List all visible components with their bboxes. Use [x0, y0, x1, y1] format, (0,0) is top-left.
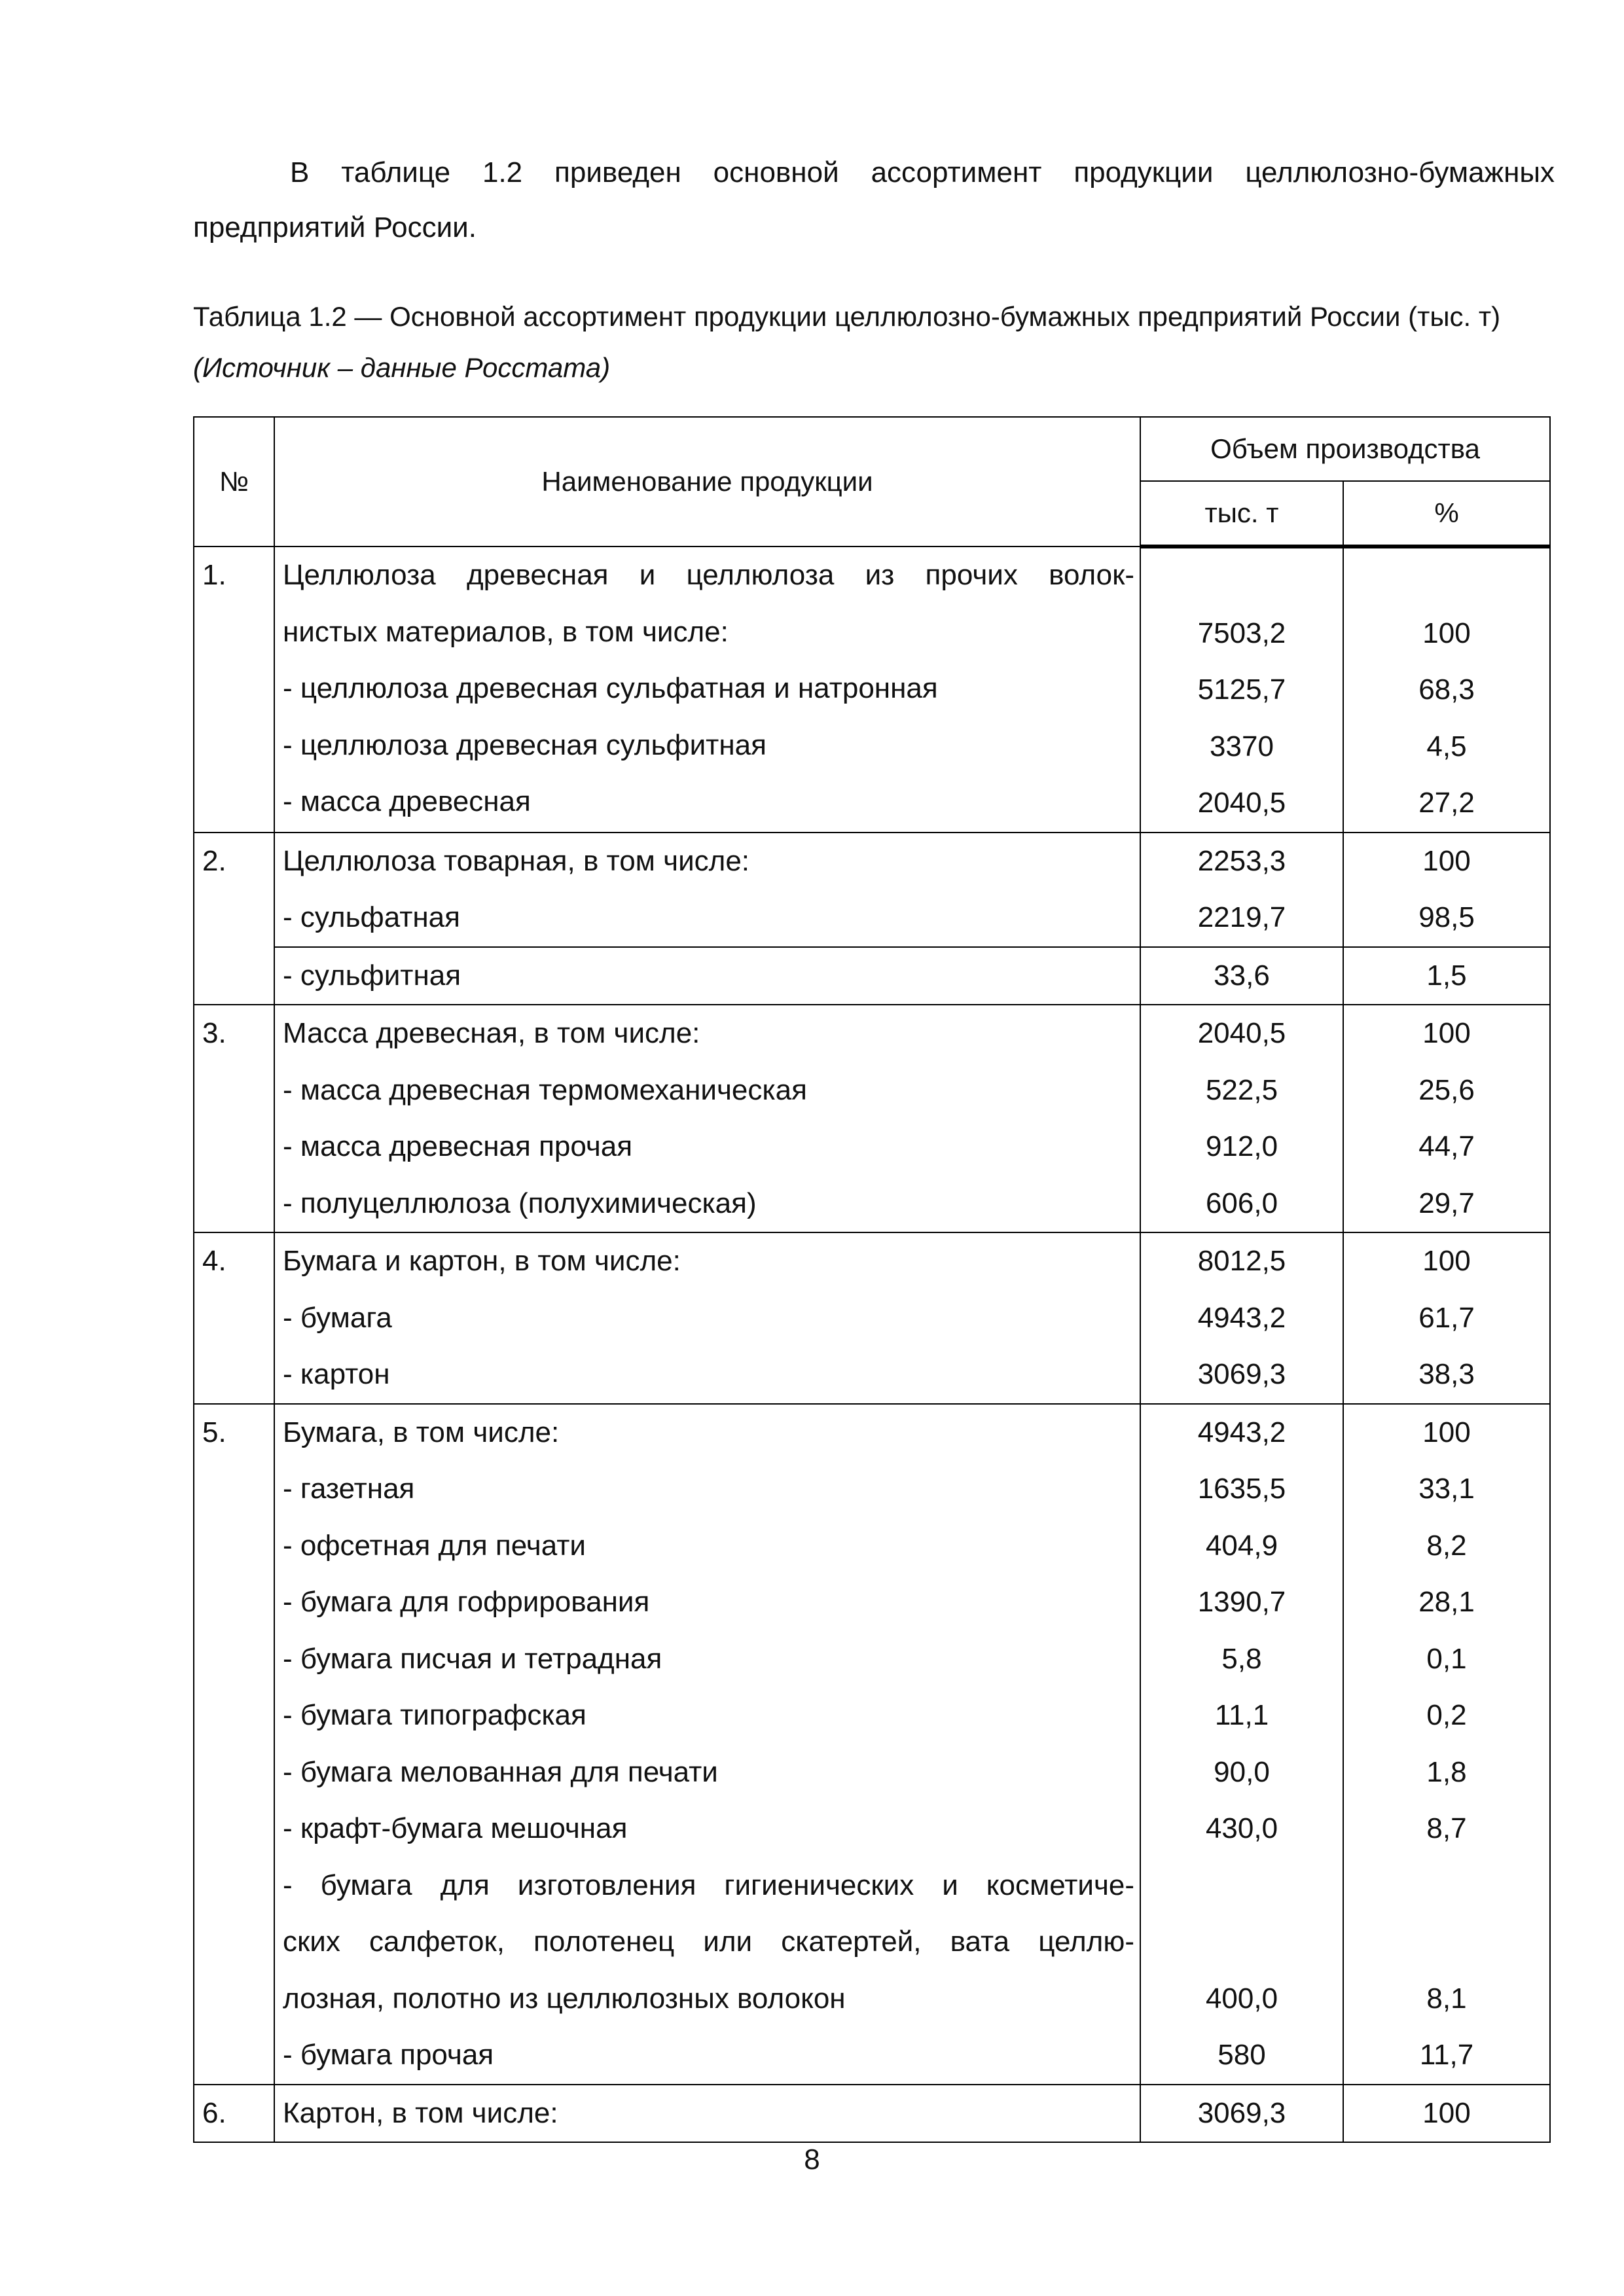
volume-percent: 27,2 — [1418, 787, 1475, 819]
volume-tons-cell — [1140, 547, 1343, 833]
product-name-line: - сульфатная — [283, 901, 460, 933]
product-name-line: - бумага — [283, 1301, 392, 1334]
volume-tons: 11,1 — [1214, 1699, 1269, 1731]
header-name: Наименование продукции — [274, 417, 1140, 547]
header-volume: Объем производства — [1140, 417, 1550, 481]
volume-tons: 580 — [1218, 2039, 1266, 2071]
volume-percent: 8,1 — [1426, 1982, 1467, 2015]
volume-percent: 4,5 — [1426, 730, 1467, 762]
volume-tons: 1390,7 — [1197, 1586, 1286, 1618]
product-name-line: - целлюлоза древесная сульфитная — [283, 728, 767, 761]
volume-tons-cell — [1140, 833, 1343, 947]
product-name-line: Масса древесная, в том числе: — [283, 1017, 700, 1049]
volume-percent: 44,7 — [1418, 1130, 1475, 1162]
product-name-cell — [274, 947, 1140, 1005]
table-row — [194, 1232, 1550, 1404]
volume-percent: 0,2 — [1426, 1699, 1467, 1731]
volume-percent: 100 — [1422, 844, 1471, 877]
blank-line — [1141, 1914, 1343, 1971]
volume-tons: 522,5 — [1205, 1073, 1278, 1106]
product-name-line: - масса древесная — [283, 785, 531, 817]
row-number — [194, 547, 274, 833]
product-name-line: Бумага и картон, в том числе: — [283, 1245, 681, 1277]
row-number — [194, 833, 274, 1005]
volume-tons: 2040,5 — [1197, 787, 1286, 819]
volume-tons: 2219,7 — [1197, 901, 1286, 933]
product-name-line: - бумага для изготовления гигиенических и косметиче- — [283, 1869, 1134, 1901]
product-name-cell — [274, 547, 1140, 833]
header-thousand-tons: тыс. т — [1140, 481, 1343, 547]
volume-tons-cell — [1140, 1404, 1343, 2085]
volume-percent-cell — [1343, 547, 1550, 833]
volume-percent: 8,7 — [1426, 1812, 1467, 1844]
volume-tons: 606,0 — [1205, 1187, 1278, 1219]
volume-tons: 3069,3 — [1197, 2096, 1286, 2129]
product-name-line: Целлюлоза товарная, в том числе: — [283, 844, 750, 877]
volume-percent: 33,1 — [1418, 1473, 1475, 1505]
volume-percent-cell — [1343, 833, 1550, 947]
product-name-line: - бумага прочая — [283, 2039, 494, 2071]
volume-percent-cell — [1343, 947, 1550, 1005]
volume-percent: 28,1 — [1418, 1586, 1475, 1618]
volume-tons: 90,0 — [1214, 1755, 1270, 1788]
product-name-cell — [274, 833, 1140, 947]
volume-percent: 100 — [1422, 617, 1471, 649]
volume-tons: 912,0 — [1205, 1130, 1278, 1162]
volume-percent: 61,7 — [1418, 1301, 1475, 1334]
table-row — [194, 1404, 1550, 2085]
table-body — [194, 547, 1550, 2142]
volume-percent-cell — [1343, 1404, 1550, 2085]
volume-tons: 5,8 — [1221, 1642, 1262, 1675]
volume-percent: 25,6 — [1418, 1073, 1475, 1106]
product-name-line: - офсетная для печати — [283, 1529, 586, 1562]
table-row — [194, 833, 1550, 947]
product-name-line: Целлюлоза древесная и целлюлоза из прочих волок- — [283, 559, 1134, 591]
volume-percent: 100 — [1422, 2096, 1471, 2129]
volume-tons: 400,0 — [1205, 1982, 1278, 2015]
product-name-line: - бумага мелованная для печати — [283, 1755, 718, 1788]
product-name-line: нистых материалов, в том числе: — [283, 615, 729, 648]
volume-percent: 1,5 — [1426, 959, 1467, 992]
header-percent: % — [1343, 481, 1550, 547]
volume-tons-cell — [1140, 947, 1343, 1005]
product-name-line: ских салфеток, полотенец или скатертей, вата целлю- — [283, 1926, 1134, 1958]
row-number-label: 3. — [202, 1017, 226, 1049]
product-name-cell — [274, 1005, 1140, 1232]
volume-tons: 430,0 — [1205, 1812, 1278, 1844]
volume-tons: 404,9 — [1205, 1529, 1278, 1562]
volume-tons: 1635,5 — [1197, 1473, 1286, 1505]
blank-line — [1344, 1914, 1549, 1971]
blank-line — [1344, 1857, 1549, 1914]
volume-percent: 100 — [1422, 1416, 1471, 1448]
volume-tons: 4943,2 — [1197, 1301, 1286, 1334]
volume-tons: 2253,3 — [1197, 844, 1286, 877]
table-row — [194, 1005, 1550, 1232]
volume-tons: 7503,2 — [1197, 617, 1286, 649]
volume-percent: 11,7 — [1419, 2039, 1474, 2071]
volume-tons: 8012,5 — [1197, 1245, 1286, 1277]
volume-percent: 98,5 — [1418, 901, 1475, 933]
product-name-line: Бумага, в том числе: — [283, 1416, 560, 1448]
row-number — [194, 1404, 274, 2085]
volume-percent-cell — [1343, 1005, 1550, 1232]
product-name-line: - полуцеллюлоза (полухимическая) — [283, 1187, 757, 1219]
product-name-line: - целлюлоза древесная сульфатная и натронная — [283, 672, 938, 704]
volume-tons: 3069,3 — [1197, 1358, 1286, 1390]
blank-line — [1141, 1857, 1343, 1914]
product-name-line: - картон — [283, 1358, 390, 1390]
table-row — [194, 947, 1550, 1005]
intro-paragraph: В таблице 1.2 приведен основной ассортимент продукции целлюлозно-бумажных предприятий России. — [193, 156, 1555, 243]
row-number — [194, 1232, 274, 1404]
volume-tons-cell — [1140, 1232, 1343, 1404]
table-caption-title: Таблица 1.2 — Основной ассортимент продукции целлюлозно-бумажных предприятий России (тыс. т) — [193, 301, 1501, 332]
product-name-cell — [274, 1232, 1140, 1404]
header-num: № — [194, 417, 274, 547]
volume-percent: 1,8 — [1426, 1755, 1467, 1788]
row-number-label: 1. — [202, 559, 226, 591]
product-name-line: - бумага писчая и тетрадная — [283, 1642, 662, 1675]
product-name-cell — [274, 1404, 1140, 2085]
row-number-label: 2. — [202, 844, 226, 877]
volume-percent: 38,3 — [1418, 1358, 1475, 1390]
volume-tons: 2040,5 — [1197, 1017, 1286, 1049]
product-name-line: лозная, полотно из целлюлозных волокон — [283, 1982, 846, 2015]
product-name-line: - бумага для гофрирования — [283, 1586, 650, 1618]
volume-percent: 29,7 — [1418, 1187, 1475, 1219]
volume-percent: 68,3 — [1418, 673, 1475, 706]
volume-percent: 0,1 — [1426, 1642, 1467, 1675]
table-row — [194, 547, 1550, 833]
product-name-line: Картон, в том числе: — [283, 2096, 558, 2129]
volume-percent: 100 — [1422, 1017, 1471, 1049]
row-number — [194, 1005, 274, 1232]
row-number-label: 4. — [202, 1245, 226, 1277]
volume-tons: 4943,2 — [1197, 1416, 1286, 1448]
product-name-line: - масса древесная термомеханическая — [283, 1073, 807, 1106]
product-name-line: - газетная — [283, 1473, 415, 1505]
blank-line — [1344, 548, 1549, 605]
product-name-line: - бумага типографская — [283, 1699, 586, 1731]
volume-tons: 33,6 — [1214, 959, 1270, 992]
table-caption-source: (Источник – данные Росстата) — [193, 352, 611, 383]
volume-tons-cell — [1140, 1005, 1343, 1232]
blank-line — [1141, 548, 1343, 605]
row-number-label: 6. — [202, 2096, 226, 2129]
product-name-line: - крафт-бумага мешочная — [283, 1812, 628, 1844]
product-name-line: - сульфитная — [283, 959, 461, 992]
product-assortment-table — [193, 416, 1551, 2143]
volume-tons: 5125,7 — [1197, 673, 1286, 706]
volume-percent-cell — [1343, 1232, 1550, 1404]
product-name-line: - масса древесная прочая — [283, 1130, 633, 1162]
table-caption — [193, 291, 1558, 393]
volume-percent: 8,2 — [1426, 1529, 1467, 1562]
page-number: 8 — [804, 2144, 820, 2176]
volume-percent: 100 — [1422, 1245, 1471, 1277]
volume-tons: 3370 — [1210, 730, 1274, 762]
row-number-label: 5. — [202, 1416, 226, 1448]
